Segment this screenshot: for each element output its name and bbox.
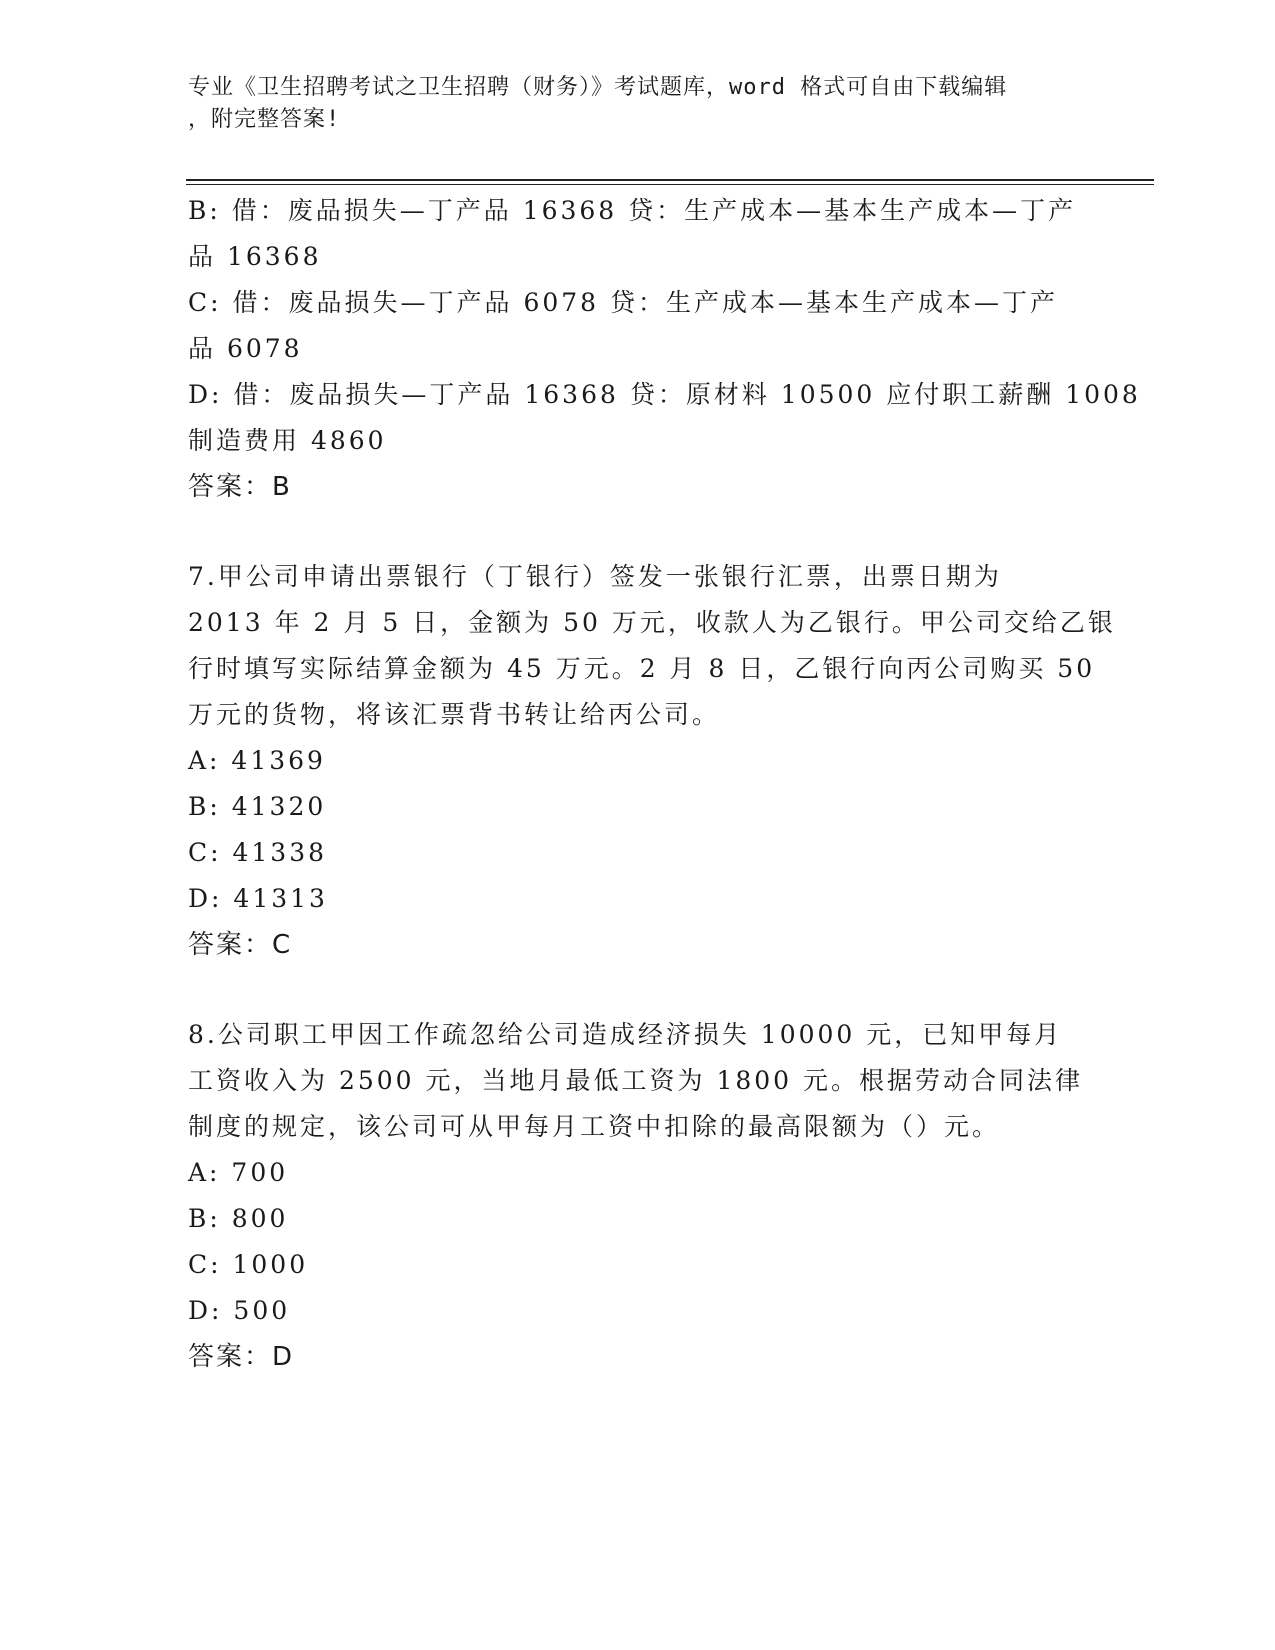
option-b: B: 800 xyxy=(188,1204,289,1233)
question-text-line: 行时填写实际结算金额为 45 万元。2 月 8 日，乙银行向丙公司购买 50 xyxy=(188,654,1096,683)
question-8 xyxy=(188,1012,1088,1380)
spacer xyxy=(188,510,1088,554)
option-d-continued: 制造费用 4860 xyxy=(188,426,387,455)
option-d: D: 500 xyxy=(188,1296,291,1325)
option-b: B: 借：废品损失—丁产品 16368 贷：生产成本—基本生产成本—丁产 xyxy=(188,196,1077,225)
spacer xyxy=(188,968,1088,1012)
answer: 答案：B xyxy=(188,472,292,502)
answer: 答案：D xyxy=(188,1342,295,1372)
question-text-line: 7.甲公司申请出票银行（丁银行）签发一张银行汇票，出票日期为 xyxy=(188,562,1002,591)
header-line-2: ，附完整答案! xyxy=(188,107,341,132)
option-c: C: 1000 xyxy=(188,1250,309,1279)
option-b: B: 41320 xyxy=(188,792,327,821)
question-previous xyxy=(188,188,1141,510)
question-text-line: 8.公司职工甲因工作疏忽给公司造成经济损失 10000 元，已知甲每月 xyxy=(188,1020,1063,1049)
option-a: A: 41369 xyxy=(188,746,326,775)
header-rule-thick xyxy=(186,179,1154,181)
option-c: C: 借：废品损失—丁产品 6078 贷：生产成本—基本生产成本—丁产 xyxy=(188,288,1059,317)
question-text-line: 万元的货物，将该汇票背书转让给丙公司。 xyxy=(188,700,721,729)
option-d: D: 借：废品损失—丁产品 16368 贷：原材料 10500 应付职工薪酬 1008 xyxy=(188,380,1141,409)
question-text-line: 制度的规定，该公司可从甲每月工资中扣除的最高限额为（）元。 xyxy=(188,1112,1001,1141)
question-text-line: 工资收入为 2500 元，当地月最低工资为 1800 元。根据劳动合同法律 xyxy=(188,1066,1084,1095)
header-line-1: 专业《卫生招聘考试之卫生招聘（财务）》考试题库，word 格式可自由下载编辑 xyxy=(188,75,1008,100)
option-a: A: 700 xyxy=(188,1158,289,1187)
document-header xyxy=(188,72,1088,136)
option-c-continued: 品 6078 xyxy=(188,334,303,363)
header-rule-thin xyxy=(186,184,1154,185)
answer: 答案：C xyxy=(188,930,293,960)
option-c: C: 41338 xyxy=(188,838,328,867)
option-d: D: 41313 xyxy=(188,884,328,913)
question-7 xyxy=(188,554,1116,968)
question-text-line: 2013 年 2 月 5 日，金额为 50 万元，收款人为乙银行。甲公司交给乙银 xyxy=(188,608,1116,637)
document-body xyxy=(188,188,1141,1380)
option-b-continued: 品 16368 xyxy=(188,242,322,271)
